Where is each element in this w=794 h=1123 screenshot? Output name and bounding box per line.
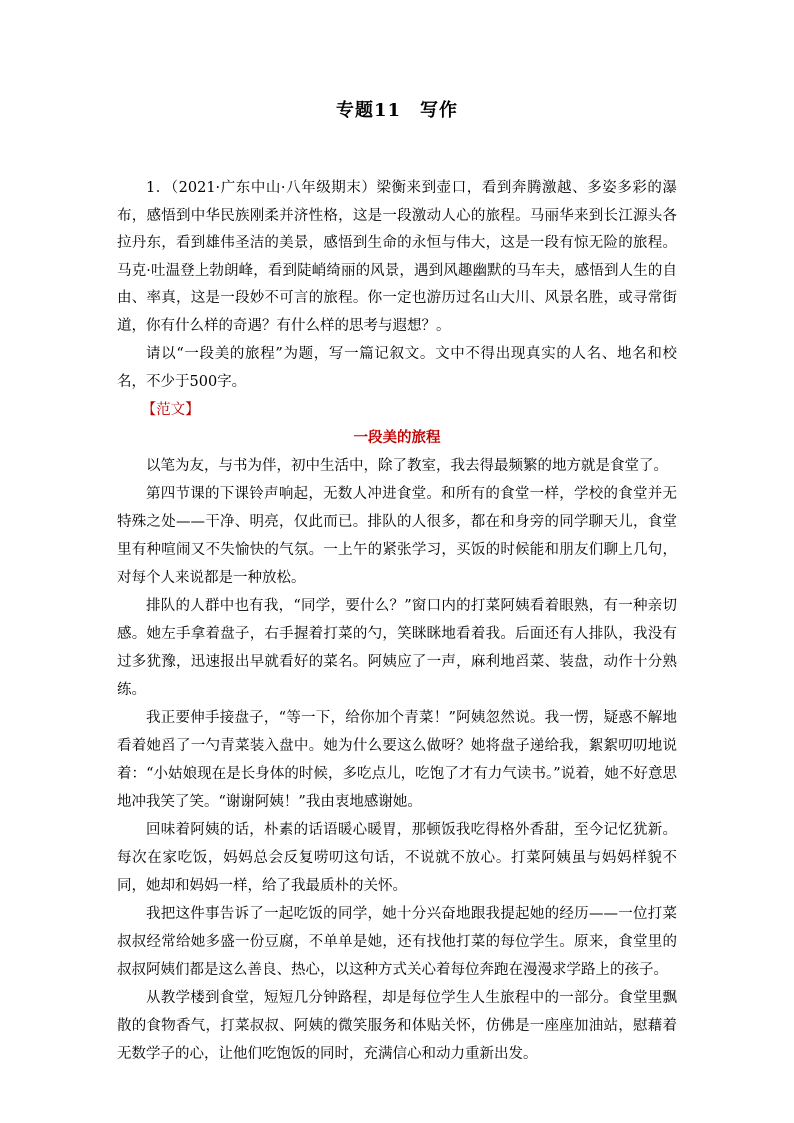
essay-paragraph: 从教学楼到食堂，短短几分钟路程，却是每位学生人生旅程中的一部分。食堂里飘散的食物香气，打菜叔叔、阿姨的微笑服务和体贴关怀，仿佛是一座座加油站，慰藉着无数学子的心，让他们吃饱饭的同时，充满信心和动力重新出发。 xyxy=(117,990,677,1062)
sample-label: 【范文】 xyxy=(141,402,200,418)
question-prompt-text: 梁衡来到壶口，看到奔腾激越、多姿多彩的瀑布，感悟到中华民族刚柔并济性格，这是一段激动人心的旅程。马丽华来到长江源头各拉丹东，看到雄伟圣洁的美景，感悟到生命的永恒与伟大，这是一段有惊无险的旅程。马克·吐温登上勃朗峰，看到陡峭绮丽的风景，遇到风趣幽默的马车夫，感悟到人生的自由、率真，这是一段妙不可言的旅程。你一定也游历过名山大川、风景名胜，或寻常街道，你有什么样的奇遇？有什么样的思考与遐想？。 xyxy=(117,180,677,334)
essay-paragraph: 第四节课的下课铃声响起，无数人冲进食堂。和所有的食堂一样，学校的食堂并无特殊之处——干净、明亮，仅此而已。排队的人很多，都在和身旁的同学聊天儿，食堂里有种喧闹又不失愉快的气氛。一上午的紧张学习，买饭的时候能和朋友们聊上几句，对每个人来说都是一种放松。 xyxy=(117,486,677,586)
essay-title: 一段美的旅程 xyxy=(353,429,441,446)
essay-paragraph: 以笔为友，与书为伴，初中生活中，除了教室，我去得最频繁的地方就是食堂了。 xyxy=(146,458,668,474)
essay-paragraph: 排队的人群中也有我，“同学，要什么？”窗口内的打菜阿姨看着眼熟，有一种亲切感。她左手拿着盘子，右手握着打菜的勺，笑眯眯地看着我。后面还有人排队，我没有过多犹豫，迅速报出早就看好的菜名。阿姨应了一声，麻利地舀菜、装盘，动作十分熟练。 xyxy=(117,598,677,698)
essay-paragraph: 我正要伸手接盘子，“等一下，给你加个青菜！”阿姨忽然说。我一愣，疑惑不解地看着她舀了一勺青菜装入盘中。她为什么要这么做呀？她将盘子递给我，絮絮叨叨地说着：“小姑娘现在是长身体的时候，多吃点儿，吃饱了才有力气读书。”说着，她不好意思地冲我笑了笑。“谢谢阿姨！”我由衷地感谢她。 xyxy=(117,710,677,810)
document-title: 专题11 写作 xyxy=(335,100,459,121)
essay-paragraph: 我把这件事告诉了一起吃饭的同学，她十分兴奋地跟我提起她的经历——一位打菜叔叔经常给她多盛一份豆腐，不单单是她，还有找他打菜的每位学生。原来，食堂里的叔叔阿姨们都是这么善良、热心，以这种方式关心着每位奔跑在漫漫求学路上的孩子。 xyxy=(117,906,677,978)
essay-paragraph: 回味着阿姨的话，朴素的话语暖心暖胃，那顿饭我吃得格外香甜，至今记忆犹新。每次在家吃饭，妈妈总会反复唠叨这句话，不说就不放心。打菜阿姨虽与妈妈样貌不同，她却和妈妈一样，给了我最质朴的关怀。 xyxy=(117,822,677,894)
document-content xyxy=(117,175,677,1068)
question-requirement: 请以“一段美的旅程”为题，写一篇记叙文。文中不得出现真实的人名、地名和校名，不少于500字。 xyxy=(117,346,677,390)
question-prompt xyxy=(117,175,677,340)
question-number: 1． xyxy=(146,180,171,196)
question-source: （2021·广东中山·八年级期末） xyxy=(170,180,377,196)
